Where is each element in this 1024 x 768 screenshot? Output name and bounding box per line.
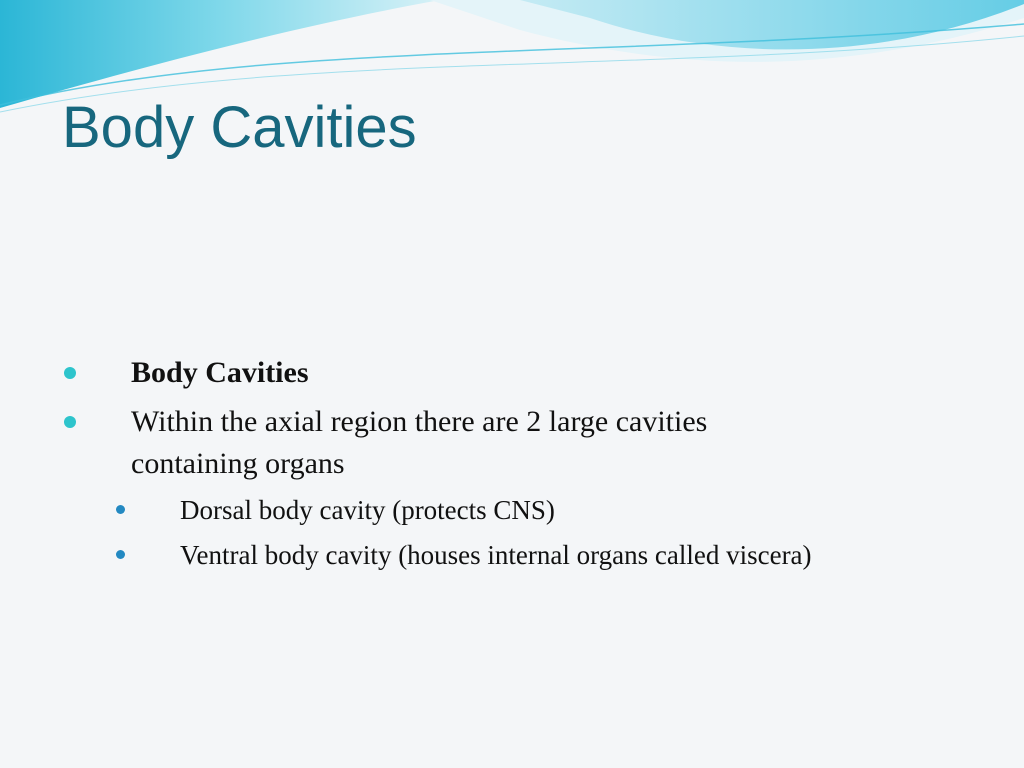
sub-bullet-text: Dorsal body cavity (protects CNS) <box>180 495 555 525</box>
bullet-dot-icon <box>64 367 76 379</box>
bullet-dot-icon <box>64 416 76 428</box>
bullet-text: Body Cavities <box>131 356 309 389</box>
slide-title: Body Cavities <box>62 95 417 160</box>
sub-bullet-text: Ventral body cavity (houses internal organs called viscera) <box>180 540 812 570</box>
bullet-text-line: containing organs <box>131 447 345 480</box>
bullet-text-line: Within the axial region there are 2 large cavities <box>131 405 708 438</box>
sub-bullet-dot-icon <box>116 550 125 559</box>
sub-bullet-dot-icon <box>116 505 125 514</box>
